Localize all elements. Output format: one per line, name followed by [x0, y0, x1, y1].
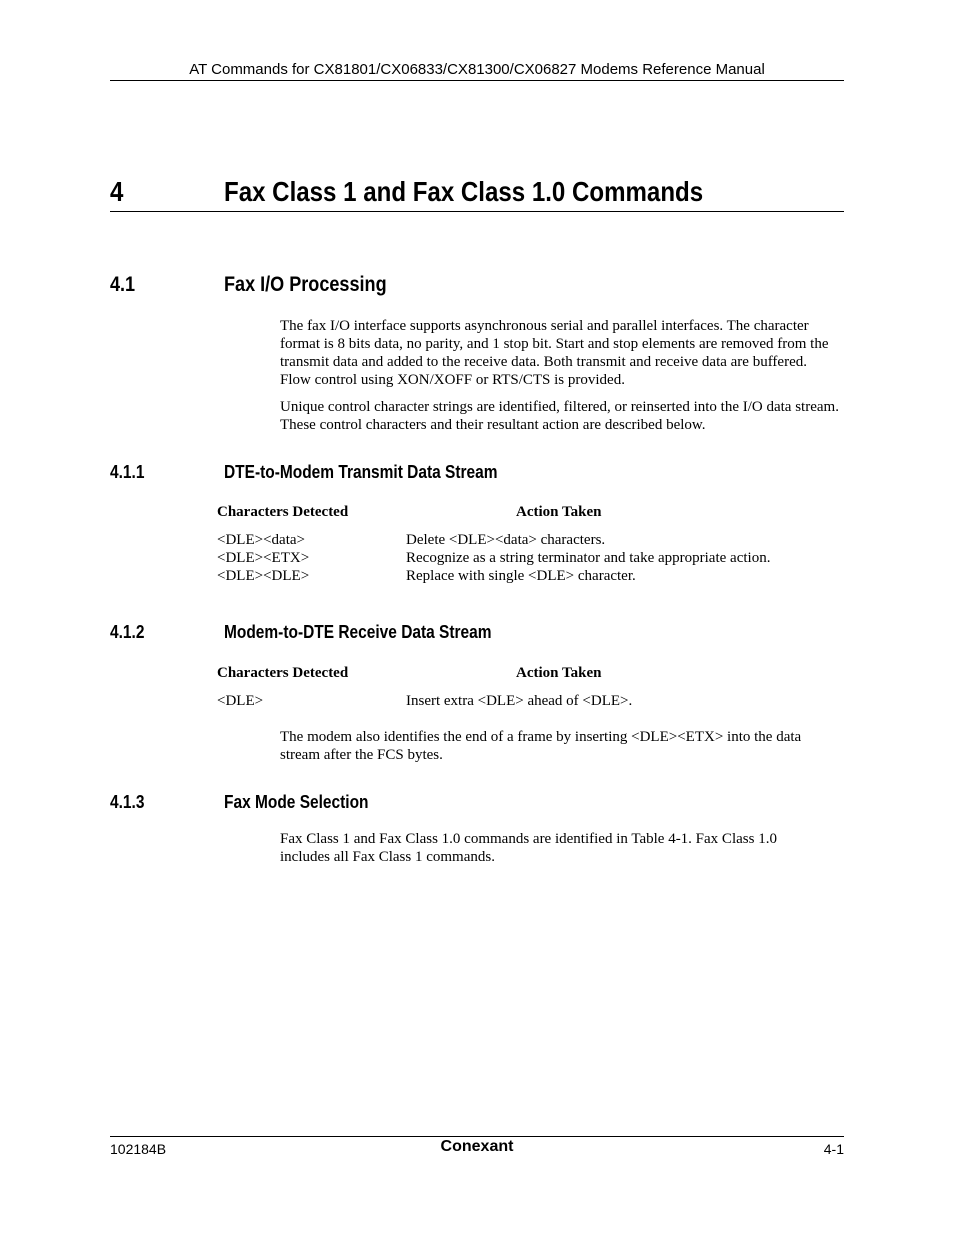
section-4-1-1-number: 4.1.1 [110, 462, 145, 482]
table-2-header-characters: Characters Detected [217, 665, 349, 681]
footer-page-number: 4-1 [823, 1141, 844, 1157]
table-row-action: Recognize as a string terminator and take appropriate action. [406, 550, 771, 566]
table-row-chars: <DLE> [217, 693, 264, 709]
section-4-1-2-title: Modem-to-DTE Receive Data Stream [224, 622, 492, 642]
section-4-1-2-number: 4.1.2 [110, 622, 145, 642]
table-row-action: Delete <DLE><data> characters. [406, 532, 606, 548]
section-4-1-3-title: Fax Mode Selection [224, 792, 369, 812]
table-row-chars: <DLE><data> [217, 532, 305, 548]
table-2-header-action: Action Taken [516, 665, 602, 681]
footer-rule [110, 1136, 844, 1137]
section-4-1-title: Fax I/O Processing [224, 273, 387, 296]
section-4-1-3-number: 4.1.3 [110, 792, 145, 812]
section-4-1-paragraph-1: The fax I/O interface supports asynchronous serial and parallel interfaces. The character format is 8 bits data, no parity, and 1 stop bit. Start and stop elements are removed from the transmit data and added to the receive data. Both transmit and receive data are buffered. Flow control using XON/XOFF or RTS/CTS is provided. [280, 318, 829, 388]
footer-doc-id: 102184B [110, 1141, 167, 1157]
footer-company: Conexant [440, 1138, 514, 1155]
chapter-number: 4 [110, 176, 124, 207]
table-row-action: Insert extra <DLE> ahead of <DLE>. [406, 693, 633, 709]
section-4-1-paragraph-2: Unique control character strings are identified, filtered, or reinserted into the I/O data stream. These control characters and their resultant action are described below. [280, 399, 839, 433]
chapter-title: Fax Class 1 and Fax Class 1.0 Commands [224, 176, 704, 207]
section-4-1-1-title: DTE-to-Modem Transmit Data Stream [224, 462, 498, 482]
running-header: AT Commands for CX81801/CX06833/CX81300/CX06827 Modems Reference Manual [189, 61, 765, 78]
table-1-header-action: Action Taken [516, 504, 602, 520]
section-4-1-2-paragraph: The modem also identifies the end of a frame by inserting <DLE><ETX> into the data stream after the FCS bytes. [280, 729, 802, 763]
chapter-rule [110, 211, 844, 212]
table-1-header-characters: Characters Detected [217, 504, 349, 520]
section-4-1-number: 4.1 [110, 273, 136, 296]
table-row-chars: <DLE><ETX> [217, 550, 310, 566]
section-4-1-3-paragraph: Fax Class 1 and Fax Class 1.0 commands are identified in Table 4-1. Fax Class 1.0 includes all Fax Class 1 commands. [280, 831, 777, 865]
header-rule [110, 80, 844, 81]
table-row-chars: <DLE><DLE> [217, 568, 310, 584]
table-row-action: Replace with single <DLE> character. [406, 568, 636, 584]
